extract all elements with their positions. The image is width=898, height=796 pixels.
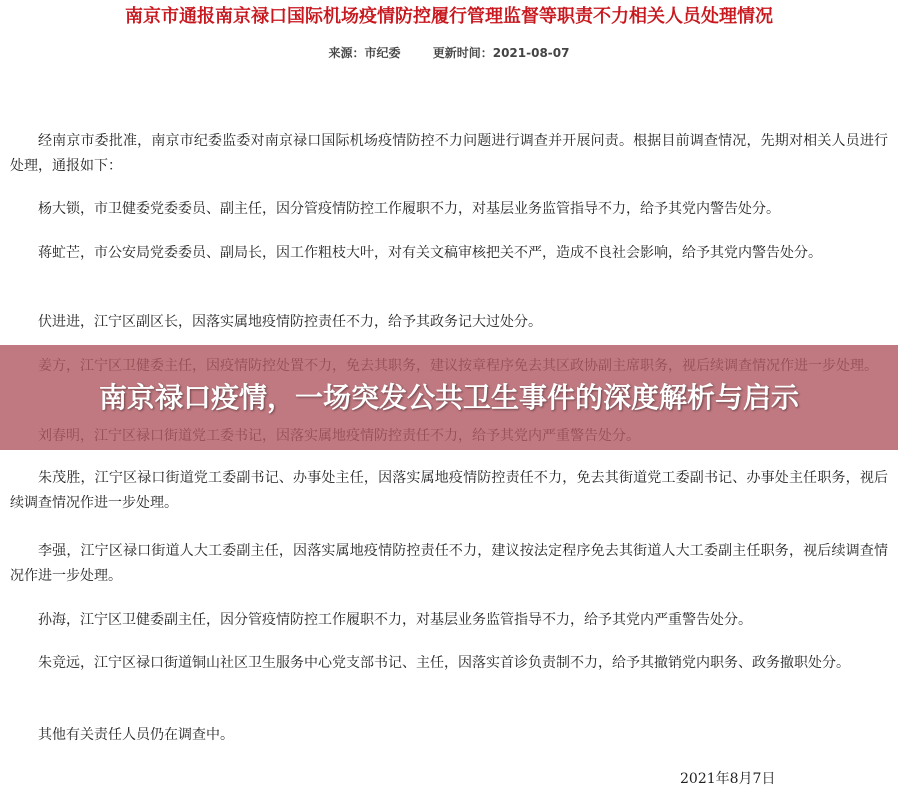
notice-meta xyxy=(0,44,898,61)
notice-title: 南京市通报南京禄口国际机场疫情防控履行管理监督等职责不力相关人员处理情况 xyxy=(125,6,773,27)
publish-time: 更新时间：2021-08-07 xyxy=(432,46,570,60)
headline-banner xyxy=(0,345,898,450)
paragraph-intro: 经南京市委批准，南京市纪委监委对南京禄口国际机场疫情防控不力问题进行调查并开展问责。根据目前调查情况，先期对相关人员进行处理，通报如下： xyxy=(10,133,888,174)
paragraph-item: 孙海，江宁区卫健委副主任，因分管疫情防控工作履职不力，对基层业务监管指导不力，给予其党内严重警告处分。 xyxy=(38,612,752,628)
paragraph-closing: 其他有关责任人员仍在调查中。 xyxy=(38,727,234,743)
paragraph-item: 李强，江宁区禄口街道人大工委副主任，因落实属地疫情防控责任不力，建议按法定程序免去其街道人大工委副主任职务，视后续调查情况作进一步处理。 xyxy=(10,543,888,584)
source-label: 来源：市纪委 xyxy=(328,46,401,60)
paragraph-item: 杨大锁，市卫健委党委委员、副主任，因分管疫情防控工作履职不力，对基层业务监管指导不力，给予其党内警告处分。 xyxy=(38,201,780,217)
paragraph-item: 伏进进，江宁区副区长，因落实属地疫情防控责任不力，给予其政务记大过处分。 xyxy=(38,314,542,330)
paragraph-item: 蒋虻芒，市公安局党委委员、副局长，因工作粗枝大叶，对有关文稿审核把关不严，造成不良社会影响，给予其党内警告处分。 xyxy=(38,245,822,261)
paragraph-item: 朱竞远，江宁区禄口街道铜山社区卫生服务中心党支部书记、主任，因落实首诊负责制不力，给予其撤销党内职务、政务撤职处分。 xyxy=(38,655,850,671)
signature-date: 2021年8月7日 xyxy=(680,771,776,787)
banner-headline: 南京禄口疫情，一场突发公共卫生事件的深度解析与启示 xyxy=(98,380,799,414)
paragraph-item: 朱茂胜，江宁区禄口街道党工委副书记、办事处主任，因落实属地疫情防控责任不力，免去其街道党工委副书记、办事处主任职务，视后续调查情况作进一步处理。 xyxy=(10,470,888,511)
